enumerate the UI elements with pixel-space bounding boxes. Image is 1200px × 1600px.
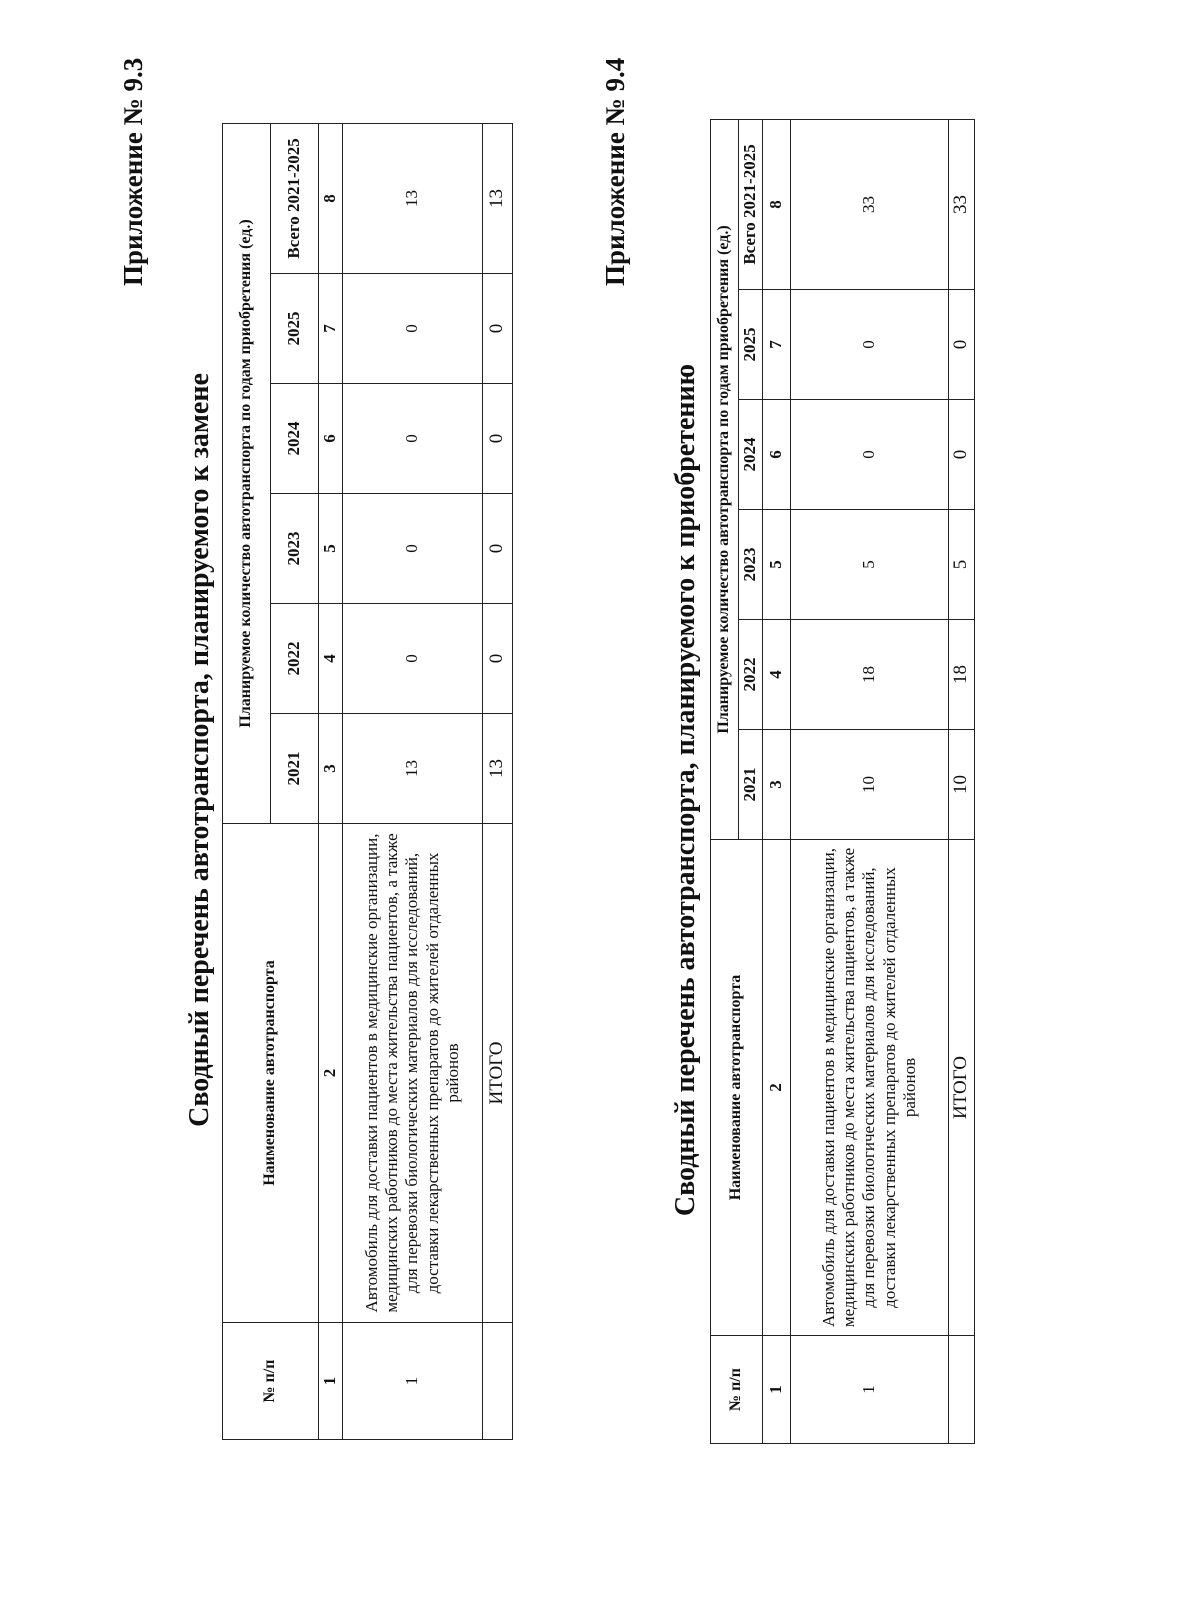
itogo-value: 13 bbox=[483, 714, 513, 824]
table-9-4 bbox=[710, 119, 975, 1444]
col-number: 2 bbox=[763, 840, 791, 1336]
row-value: 0 bbox=[343, 274, 483, 384]
itogo-value: 0 bbox=[483, 604, 513, 714]
table-row bbox=[791, 119, 949, 1443]
itogo-value: 0 bbox=[483, 494, 513, 604]
col-number: 2 bbox=[319, 824, 343, 1323]
row-value: 0 bbox=[343, 604, 483, 714]
col-header-total: Всего 2021-2025 bbox=[739, 119, 763, 289]
itogo-value: 0 bbox=[949, 290, 975, 400]
row-value: 0 bbox=[791, 290, 949, 400]
row-name: Автомобиль для доставки пациентов в медицинские организации, медицинских работников до места жительства пациентов, а также для перевозки биологических материалов для исследований, доставки лекарственных препаратов до жителей отдаленных районов bbox=[791, 840, 949, 1336]
col-number: 7 bbox=[319, 274, 343, 384]
col-number: 3 bbox=[319, 714, 343, 824]
row-name: Автомобиль для доставки пациентов в медицинские организации, медицинских работников до места жительства пациентов, а также для перевозки биологических материалов для исследований, доставки лекарственных препаратов до жителей отдаленных районов bbox=[343, 824, 483, 1323]
itogo-total: 33 bbox=[949, 119, 975, 289]
col-header-year: 2025 bbox=[739, 290, 763, 400]
col-number: 8 bbox=[763, 119, 791, 289]
row-value: 18 bbox=[791, 620, 949, 730]
row-value: 5 bbox=[791, 510, 949, 620]
itogo-row bbox=[483, 123, 513, 1439]
table-9-3-title: Сводный перечень автотранспорта, планируемого к замене bbox=[184, 373, 215, 1127]
itogo-row bbox=[949, 119, 975, 1443]
table-row bbox=[343, 123, 483, 1439]
itogo-total: 13 bbox=[483, 123, 513, 273]
row-value: 13 bbox=[343, 714, 483, 824]
row-value: 0 bbox=[791, 400, 949, 510]
table-9-4-title: Сводный перечень автотранспорта, планируемого к приобретению bbox=[670, 363, 701, 1217]
column-numbers-row bbox=[763, 119, 791, 1443]
itogo-value: 5 bbox=[949, 510, 975, 620]
row-value: 0 bbox=[343, 494, 483, 604]
itogo-value: 10 bbox=[949, 730, 975, 840]
col-number: 6 bbox=[763, 400, 791, 510]
col-header-year: 2023 bbox=[739, 510, 763, 620]
col-number: 1 bbox=[319, 1323, 343, 1440]
col-header-year: 2025 bbox=[271, 274, 319, 384]
col-number: 4 bbox=[763, 620, 791, 730]
col-header-planned: Планируемое количество автотранспорта по годам приобретения (ед.) bbox=[223, 123, 271, 823]
row-num: 1 bbox=[791, 1336, 949, 1444]
itogo-num bbox=[483, 1323, 513, 1440]
itogo-value: 0 bbox=[949, 400, 975, 510]
col-number: 5 bbox=[319, 494, 343, 604]
appendix-9-4-label: Приложение № 9.4 bbox=[600, 57, 630, 286]
header-row bbox=[223, 123, 271, 1439]
col-header-year: 2021 bbox=[271, 714, 319, 824]
row-total: 13 bbox=[343, 123, 483, 273]
col-header-year: 2022 bbox=[739, 620, 763, 730]
col-header-total: Всего 2021-2025 bbox=[271, 123, 319, 273]
col-number: 3 bbox=[763, 730, 791, 840]
header-row bbox=[711, 119, 739, 1443]
col-header-year: 2022 bbox=[271, 604, 319, 714]
row-value: 10 bbox=[791, 730, 949, 840]
col-number: 4 bbox=[319, 604, 343, 714]
col-number: 8 bbox=[319, 123, 343, 273]
table-9-3 bbox=[222, 123, 513, 1440]
itogo-value: 0 bbox=[483, 274, 513, 384]
row-value: 0 bbox=[343, 384, 483, 494]
col-header-year: 2024 bbox=[739, 400, 763, 510]
col-number: 5 bbox=[763, 510, 791, 620]
row-num: 1 bbox=[343, 1323, 483, 1440]
col-header-year: 2024 bbox=[271, 384, 319, 494]
col-number: 7 bbox=[763, 290, 791, 400]
col-number: 6 bbox=[319, 384, 343, 494]
col-header-year: 2021 bbox=[739, 730, 763, 840]
appendix-9-3-label: Приложение № 9.3 bbox=[118, 57, 148, 286]
col-header-num: № п/п bbox=[711, 1336, 763, 1444]
itogo-value: 0 bbox=[483, 384, 513, 494]
row-total: 33 bbox=[791, 119, 949, 289]
itogo-value: 18 bbox=[949, 620, 975, 730]
itogo-num bbox=[949, 1336, 975, 1444]
col-header-num: № п/п bbox=[223, 1323, 319, 1440]
col-header-name: Наименование автотранспорта bbox=[223, 824, 319, 1323]
itogo-label: ИТОГО bbox=[949, 840, 975, 1336]
col-header-year: 2023 bbox=[271, 494, 319, 604]
col-header-planned: Планируемое количество автотранспорта по годам приобретения (ед.) bbox=[711, 119, 739, 839]
itogo-label: ИТОГО bbox=[483, 824, 513, 1323]
col-header-name: Наименование автотранспорта bbox=[711, 840, 763, 1336]
column-numbers-row bbox=[319, 123, 343, 1439]
col-number: 1 bbox=[763, 1336, 791, 1444]
